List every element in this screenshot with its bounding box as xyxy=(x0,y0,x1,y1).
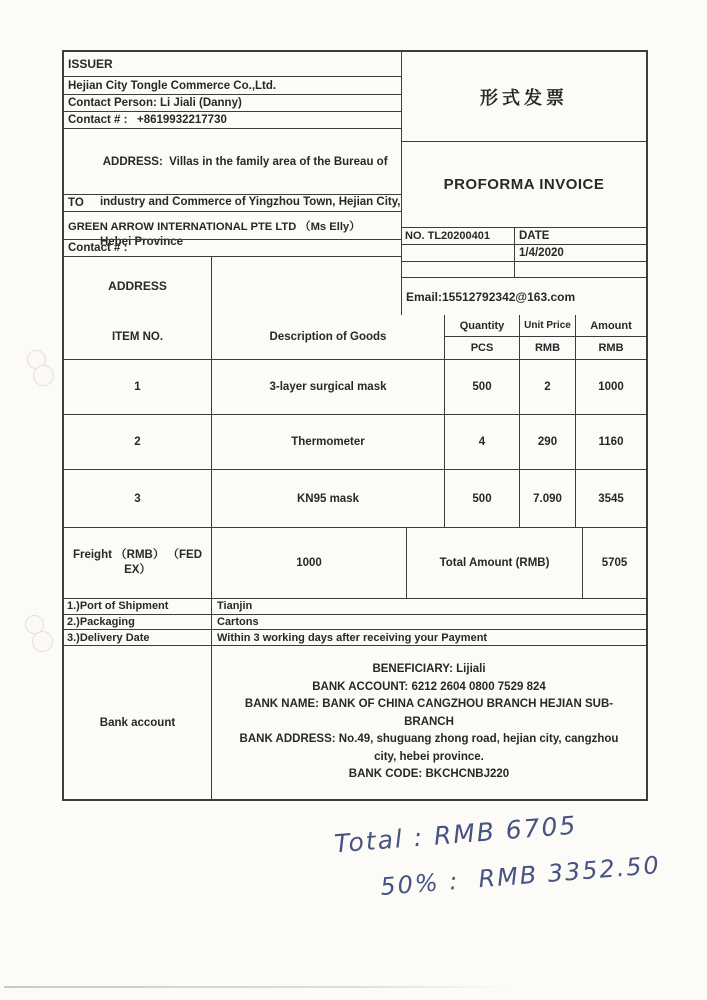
header-right-column xyxy=(402,52,646,315)
title-chinese: 形式发票 xyxy=(402,52,646,142)
term-row xyxy=(64,630,646,646)
bank-account-details xyxy=(212,646,646,799)
item-no: 2 xyxy=(64,415,212,469)
consignee-company: GREEN ARROW INTERNATIONAL PTE LTD （Ms Elly） xyxy=(64,212,401,240)
amount-unit: RMB xyxy=(598,342,624,354)
amount-label: Amount xyxy=(576,315,646,337)
scan-edge-artifact xyxy=(4,986,509,988)
issuer-address-line: ADDRESS: Villas in the family area of the Bureau of xyxy=(99,156,388,168)
scan-smudge-blob xyxy=(32,631,53,652)
term-row xyxy=(64,599,646,615)
item-description: 3-layer surgical mask xyxy=(212,360,445,414)
scan-smudge-blob xyxy=(33,365,54,386)
col-header-amount xyxy=(576,315,646,359)
bank-detail-line: BANK NAME: BANK OF CHINA CANGZHOU BRANCH HEJIAN SUB- xyxy=(244,698,614,711)
bank-detail-line: BANK ACCOUNT: 6212 2604 0800 7529 824 xyxy=(312,680,546,693)
date-value: 1/4/2020 xyxy=(519,247,564,259)
issuer-section-label: ISSUER xyxy=(64,52,401,77)
to-section-label: TO xyxy=(64,195,401,212)
col-header-description: Description of Goods xyxy=(212,315,445,359)
item-description: KN95 mask xyxy=(212,470,445,527)
issuer-company: Hejian City Tongle Commerce Co.,Ltd. xyxy=(64,77,401,95)
empty-row xyxy=(402,262,646,278)
consignee-address-label: ADDRESS xyxy=(64,257,212,315)
title-english: PROFORMA INVOICE xyxy=(402,142,646,228)
quantity-label: Quantity xyxy=(445,315,519,337)
item-amount: 1000 xyxy=(598,381,624,393)
consignee-contact-label: Contact # : xyxy=(64,240,401,257)
term-label: 2.)Packaging xyxy=(64,615,212,630)
col-header-unit-price xyxy=(520,315,576,359)
item-unit-price: 290 xyxy=(520,415,576,469)
item-quantity: 500 xyxy=(445,470,520,527)
item-no: 3 xyxy=(64,470,212,527)
empty-cell xyxy=(515,262,646,277)
term-label: 1.)Port of Shipment xyxy=(64,599,212,614)
terms-section xyxy=(64,599,646,646)
invoice-table xyxy=(62,50,648,801)
col-header-item-no: ITEM NO. xyxy=(64,315,212,359)
freight-total-row xyxy=(64,528,646,599)
term-value: Cartons xyxy=(217,616,259,628)
item-no: 1 xyxy=(64,360,212,414)
date-value-row xyxy=(402,245,646,262)
invoice-number: NO. TL20200401 xyxy=(402,228,515,244)
bank-detail-line: BANK CODE: BKCHCNBJ220 xyxy=(348,768,510,781)
freight-label-line: Freight （RMB） （FED xyxy=(72,549,203,561)
bank-account-label: Bank account xyxy=(64,646,212,799)
header-left-column xyxy=(64,52,402,315)
invoice-no-date-row xyxy=(402,228,646,245)
issuer-contact-person: Contact Person: Li Jiali (Danny) xyxy=(64,95,401,112)
item-row xyxy=(64,415,646,470)
issuer-contact-number: Contact # : +8619932217730 xyxy=(64,112,401,129)
bank-detail-line: BRANCH xyxy=(404,715,454,728)
invoice-header xyxy=(64,52,646,315)
item-amount: 3545 xyxy=(598,492,624,505)
term-row xyxy=(64,615,646,631)
term-label: 3.)Delivery Date xyxy=(64,630,212,645)
consignee-address-row xyxy=(64,257,401,315)
item-quantity: 4 xyxy=(445,415,520,469)
unit-price-unit: RMB xyxy=(534,342,561,354)
item-quantity: 500 xyxy=(445,360,520,414)
bank-detail-line: city, hebei province. xyxy=(374,750,484,763)
item-row xyxy=(64,360,646,415)
unit-price-label: Unit Price xyxy=(520,315,575,337)
bank-detail-line: BANK ADDRESS: No.49, shuguang zhong road, hejian city, cangzhou xyxy=(239,733,619,746)
item-unit-price: 2 xyxy=(520,360,576,414)
term-value: Within 3 working days after receiving your Payment xyxy=(217,631,488,644)
items-header-row xyxy=(64,315,646,360)
handwritten-deposit-note: 50% : RMB 3352.50 xyxy=(379,851,662,901)
empty-cell xyxy=(402,262,515,277)
freight-value: 1000 xyxy=(212,528,407,598)
total-amount-value: 5705 xyxy=(601,556,628,569)
total-amount-label: Total Amount (RMB) xyxy=(407,528,583,598)
term-value: Tianjin xyxy=(217,600,253,613)
items-table xyxy=(64,315,646,599)
issuer-address-line: Hebei Province xyxy=(99,236,184,248)
item-unit-price: 7.090 xyxy=(520,470,576,527)
empty-cell xyxy=(402,245,515,261)
item-amount: 1160 xyxy=(598,436,624,448)
freight-label xyxy=(64,528,212,598)
item-row xyxy=(64,470,646,528)
col-header-quantity xyxy=(445,315,520,359)
bank-detail-line: BENEFICIARY: Lijiali xyxy=(372,663,486,676)
item-description: Thermometer xyxy=(212,415,445,469)
quantity-unit: PCS xyxy=(470,342,494,354)
bank-account-row xyxy=(64,646,646,799)
issuer-email: Email:15512792342@163.com xyxy=(406,289,576,304)
handwritten-total-note: Total : RMB 6705 xyxy=(333,810,579,859)
issuer-address-line: industry and Commerce of Yingzhou Town, Hejian City, xyxy=(99,196,401,208)
consignee-address-empty-cell xyxy=(212,257,401,315)
date-label: DATE xyxy=(519,230,550,242)
freight-label-line: EX） xyxy=(124,564,151,576)
